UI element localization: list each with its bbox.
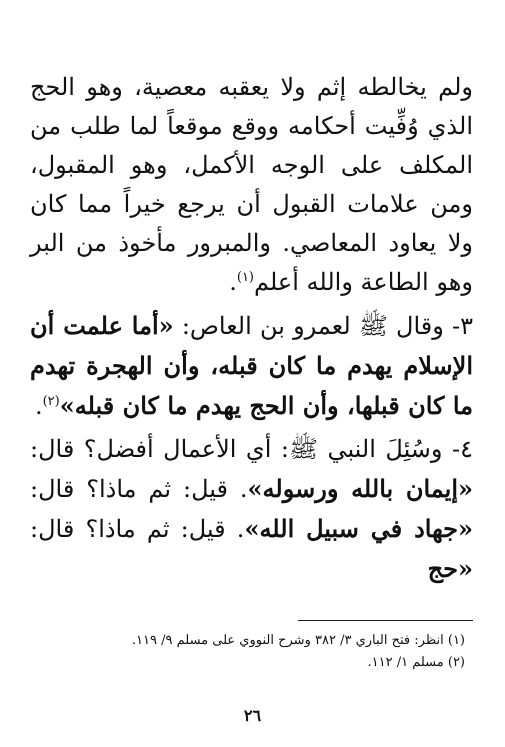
paragraph-tail: . xyxy=(229,268,237,296)
paragraph-text: ولم يخالطه إثم ولا يعقبه معصية، وهو الحج الذي وُفِّيت أحكامه ووقع موقعاً لما طلب من المكلف على الوجه الأكمل، وهو المقبول، ومن علامات القبول أن يرجع خيراً مما كان ولا يعاود المعاصي. والمبرور مأخوذ من البر وهو الطاعة والله أعلم xyxy=(30,73,473,296)
page-number: ٢٦ xyxy=(243,706,262,725)
paragraph-hadith-4 xyxy=(30,430,473,589)
paragraph-tail: . xyxy=(34,392,43,420)
footnote-ref-1: (١) xyxy=(236,270,254,285)
hadith-quote: «أما علمت أن الإسلام يهدم ما كان قبله، وأن الهجرة تهدم ما كان قبلها، وأن الحج يهدم ما كان قبله» xyxy=(30,311,473,420)
paragraph-hajj-mabrur xyxy=(30,68,473,302)
hadith-quote-2: «جهاد في سبيل الله» xyxy=(244,514,474,543)
hadith-quote-3: «حج xyxy=(427,554,473,583)
footnote-2: (٢) مسلم ١/ ١١٢. xyxy=(367,655,465,670)
paragraph-hadith-3 xyxy=(30,306,473,426)
hadith-mid: . قيل: ثم ماذا؟ قال: xyxy=(30,475,248,503)
main-text xyxy=(30,68,473,589)
footnotes xyxy=(30,630,465,674)
footnote-divider xyxy=(298,620,473,621)
footnote-1: (١) انظر: فتح الباري ٣/ ٣٨٢ وشرح النووي على مسلم ٩/ ١١٩. xyxy=(131,633,465,648)
hadith-quote-1: «إيمان بالله ورسوله» xyxy=(247,474,474,503)
hadith-lead: ٣- وقال ﷺ لعمرو بن العاص: xyxy=(173,312,473,340)
footnote-ref-2: (٢) xyxy=(42,394,60,409)
hadith-mid-2: . قيل: ثم ماذا؟ قال: xyxy=(30,515,245,543)
hadith-lead: ٤- وسُئِلَ النبي ﷺ: أي الأعمال أفضل؟ قال: xyxy=(30,435,473,463)
